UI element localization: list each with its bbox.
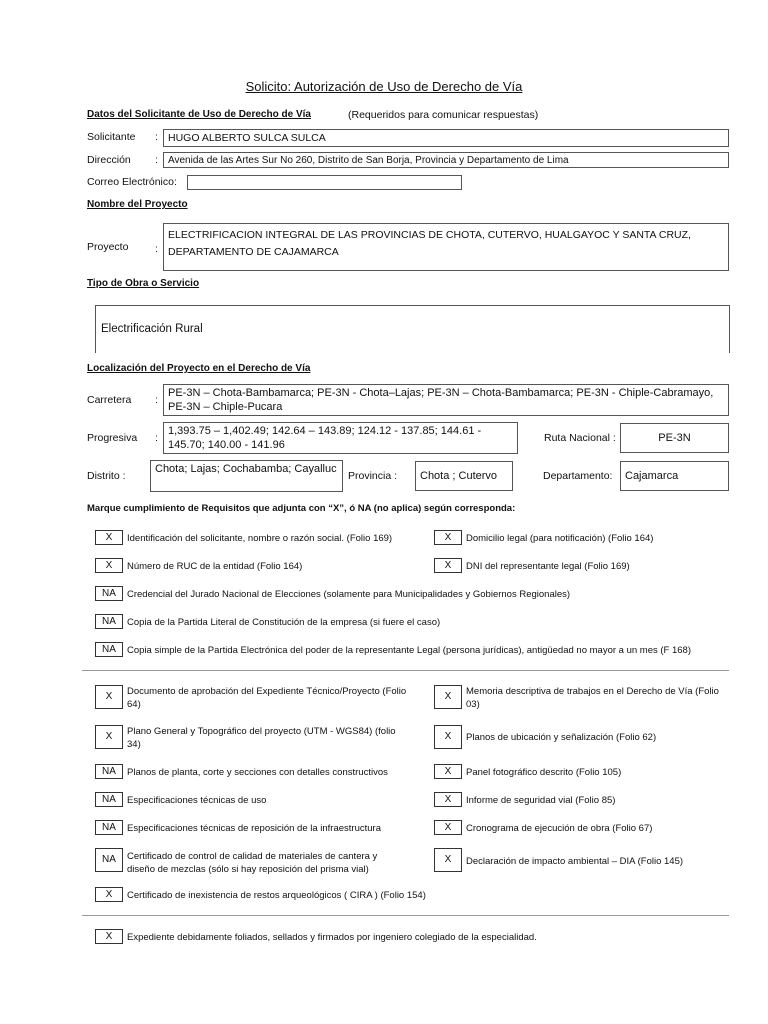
colon: : xyxy=(155,432,158,444)
section-divider xyxy=(82,670,729,671)
section-divider xyxy=(82,915,729,916)
requirement-mark[interactable]: X xyxy=(434,725,462,749)
requirement-mark[interactable]: X xyxy=(434,792,462,807)
solicitante-label: Solicitante xyxy=(87,131,136,143)
requirement-text: Memoria descriptiva de trabajos en el Derecho de Vía (Folio 03) xyxy=(466,686,719,710)
requirement-text: Planos de planta, corte y secciones con detalles constructivos xyxy=(127,767,388,778)
carretera-label: Carretera xyxy=(87,394,132,406)
requirement-text: Domicilio legal (para notificación) (Folio 164) xyxy=(466,533,654,544)
requirement-text: Planos de ubicación y señalización (Folio 62) xyxy=(466,732,657,743)
solicitante-field[interactable]: HUGO ALBERTO SULCA SULCA xyxy=(163,129,729,147)
requirement-mark[interactable]: NA xyxy=(95,642,123,657)
requirement-mark[interactable]: X xyxy=(434,820,462,835)
page-title: Solicito: Autorización de Uso de Derecho de Vía xyxy=(245,79,523,94)
work-type-box[interactable] xyxy=(95,305,730,353)
distrito-field[interactable]: Chota; Lajas; Cochabamba; Cayalluc xyxy=(150,460,343,492)
requirement-mark[interactable]: X xyxy=(434,764,462,779)
proyecto-label: Proyecto xyxy=(87,241,129,253)
requirements-instruction: Marque cumplimiento de Requisitos que adjunta con “X”, ó NA (no aplica) según corresponda: xyxy=(87,503,516,514)
requirement-mark[interactable]: X xyxy=(434,848,462,872)
requirement-mark[interactable]: NA xyxy=(95,820,123,835)
requirement-text: Certificado de control de calidad de materiales de cantera y diseño de mezclas (sólo si hay reposición del prisma vial) xyxy=(127,851,378,875)
requirement-mark[interactable]: X xyxy=(95,725,123,749)
requirement-text: Panel fotográfico descrito (Folio 105) xyxy=(466,767,622,778)
applicant-section-heading: Datos del Solicitante de Uso de Derecho de Vía xyxy=(87,109,311,120)
requirement-text: DNI del representante legal (Folio 169) xyxy=(466,561,630,572)
colon: : xyxy=(155,154,158,166)
carretera-field[interactable]: PE-3N – Chota-Bambamarca; PE-3N - Chota–Lajas; PE-3N – Chota-Bambamarca; PE-3N - Chiple-Cabramayo, PE-3N – Chiple-Pucara xyxy=(163,384,729,416)
departamento-field[interactable]: Cajamarca xyxy=(620,461,729,491)
requirement-mark[interactable]: X xyxy=(95,530,123,545)
colon: : xyxy=(155,394,158,406)
requirement-mark[interactable]: NA xyxy=(95,614,123,629)
requirement-text: Identificación del solicitante, nombre o razón social. (Folio 169) xyxy=(127,533,393,544)
colon: : xyxy=(155,243,158,255)
requirement-mark[interactable]: NA xyxy=(95,792,123,807)
requirement-mark[interactable]: X xyxy=(95,558,123,573)
ruta-nacional-label: Ruta Nacional : xyxy=(544,432,616,444)
requirement-mark[interactable]: X xyxy=(434,685,462,709)
requirement-text: Especificaciones técnicas de uso xyxy=(127,795,267,806)
requirement-mark[interactable]: X xyxy=(434,558,462,573)
progresiva-label: Progresiva xyxy=(87,432,138,444)
requirement-mark[interactable]: X xyxy=(95,929,123,944)
requirement-text: Cronograma de ejecución de obra (Folio 67) xyxy=(466,823,653,834)
requirement-mark[interactable]: X xyxy=(434,530,462,545)
progresiva-field[interactable]: 1,393.75 – 1,402.49; 142.64 – 143.89; 124.12 - 137.85; 144.61 - 145.70; 140.00 - 141.96 xyxy=(163,422,518,454)
provincia-field[interactable]: Chota ; Cutervo xyxy=(415,461,513,491)
departamento-label: Departamento: xyxy=(543,470,613,482)
correo-field[interactable] xyxy=(187,175,462,190)
requirement-mark[interactable]: X xyxy=(95,685,123,709)
requirement-mark[interactable]: X xyxy=(95,887,123,902)
requirement-text: Certificado de inexistencia de restos arqueológicos ( CIRA ) (Folio 154) xyxy=(127,890,426,901)
requirement-mark[interactable]: NA xyxy=(95,848,123,872)
direccion-field[interactable]: Avenida de las Artes Sur No 260, Distrito de San Borja, Provincia y Departamento de Lima xyxy=(163,152,729,168)
requirement-text: Número de RUC de la entidad (Folio 164) xyxy=(127,561,303,572)
requirement-text: Declaración de impacto ambiental – DIA (Folio 145) xyxy=(466,856,684,867)
correo-label: Correo Electrónico: xyxy=(87,176,177,188)
applicant-section-note: (Requeridos para comunicar respuestas) xyxy=(348,109,539,121)
work-type-heading: Tipo de Obra o Servicio xyxy=(87,278,200,289)
requirement-mark[interactable]: NA xyxy=(95,586,123,601)
requirement-text: Copia de la Partida Literal de Constitución de la empresa (si fuere el caso) xyxy=(127,617,441,628)
provincia-label: Provincia : xyxy=(348,470,398,482)
requirement-text: Credencial del Jurado Nacional de Elecciones (solamente para Municipalidades y Gobiernos Regionales) xyxy=(127,589,571,600)
requirement-text: Informe de seguridad vial (Folio 85) xyxy=(466,795,616,806)
requirement-text: Plano General y Topográfico del proyecto (UTM - WGS84) (folio 34) xyxy=(127,726,396,750)
requirement-text: Expediente debidamente foliados, sellados y firmados por ingeniero colegiado de la especialidad. xyxy=(127,932,537,943)
project-section-heading: Nombre del Proyecto xyxy=(87,199,188,210)
work-type-value: Electrificación Rural xyxy=(101,323,203,335)
requirement-text: Especificaciones técnicas de reposición de la infraestructura xyxy=(127,823,381,834)
requirement-text: Documento de aprobación del Expediente Técnico/Proyecto (Folio 64) xyxy=(127,686,407,710)
colon: : xyxy=(155,131,158,143)
proyecto-field[interactable]: ELECTRIFICACION INTEGRAL DE LAS PROVINCIAS DE CHOTA, CUTERVO, HUALGAYOC Y SANTA CRUZ, DEPARTAMENTO DE CAJAMARCA xyxy=(163,223,729,271)
distrito-label: Distrito : xyxy=(87,470,126,482)
requirement-text: Copia simple de la Partida Electrónica del poder de la representante Legal (persona jurídicas), antigüedad no mayor a un mes (F 168) xyxy=(127,645,691,656)
requirement-mark[interactable]: NA xyxy=(95,764,123,779)
direccion-label: Dirección xyxy=(87,154,131,166)
location-heading: Localización del Proyecto en el Derecho de Vía xyxy=(87,363,311,374)
ruta-nacional-field[interactable]: PE-3N xyxy=(620,423,729,453)
